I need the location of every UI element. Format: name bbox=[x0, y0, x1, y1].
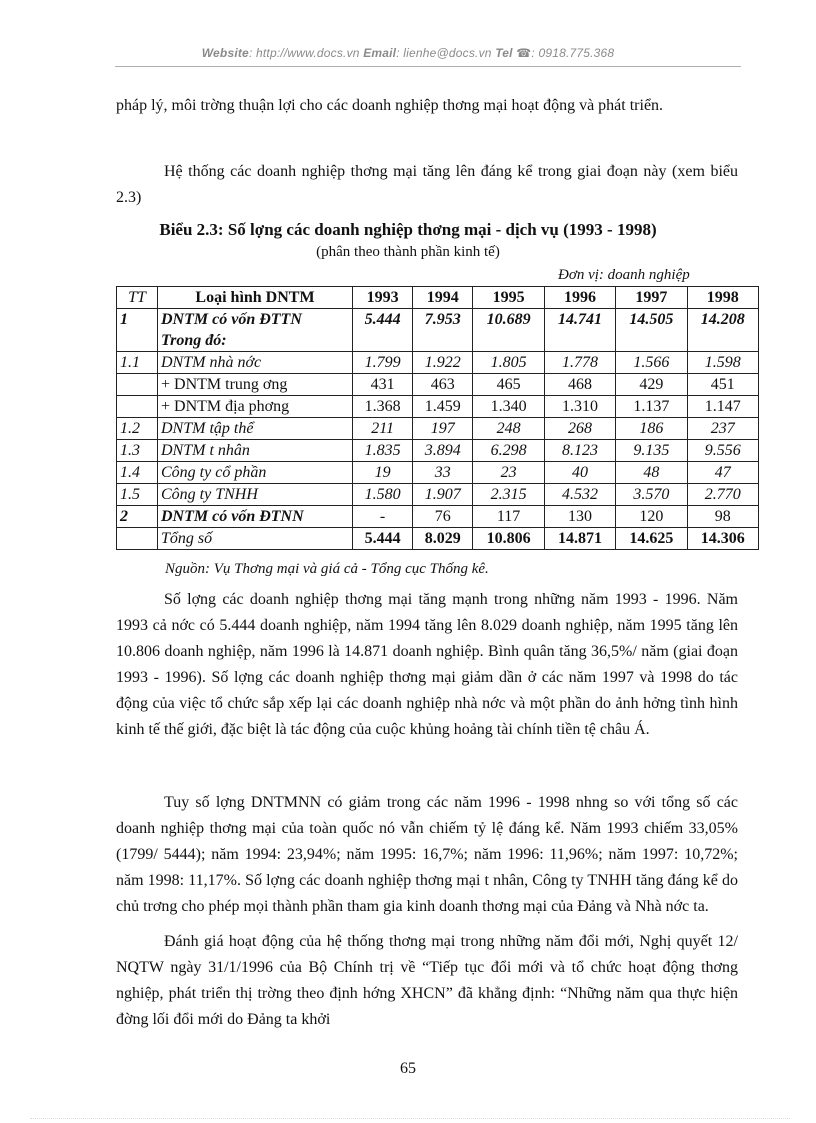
row-value: 5.444 bbox=[353, 309, 413, 352]
row-value: 33 bbox=[413, 462, 473, 484]
row-tt bbox=[117, 528, 158, 550]
row-value: 5.444 bbox=[353, 528, 413, 550]
row-value: 268 bbox=[544, 418, 615, 440]
row-tt: 1.1 bbox=[117, 352, 158, 374]
table-row bbox=[117, 374, 759, 396]
row-value: 1.137 bbox=[616, 396, 687, 418]
paragraph-2: Hệ thống các doanh nghiệp thơng mại tăng lên đáng kể trong giai đoạn này (xem biểu 2.3) bbox=[116, 163, 738, 206]
table-subtitle: (phân theo thành phần kinh tế) bbox=[316, 244, 500, 260]
row-value: 8.123 bbox=[544, 440, 615, 462]
row-value: 1.598 bbox=[687, 352, 758, 374]
row-value: 1.805 bbox=[473, 352, 544, 374]
col-header-1996: 1996 bbox=[544, 287, 615, 309]
row-value: 197 bbox=[413, 418, 473, 440]
row-type: + DNTM trung ơng bbox=[158, 374, 353, 396]
row-value: 117 bbox=[473, 506, 544, 528]
website-value: : http://www.docs.vn bbox=[248, 46, 360, 60]
row-type bbox=[158, 309, 353, 352]
row-value: 429 bbox=[616, 374, 687, 396]
row-tt: 1 bbox=[117, 309, 158, 352]
table-row bbox=[117, 309, 759, 352]
footer-divider bbox=[30, 1118, 790, 1119]
row-tt: 1.4 bbox=[117, 462, 158, 484]
row-type: + DNTM địa phơng bbox=[158, 396, 353, 418]
table-unit: Đơn vị: doanh nghiệp bbox=[558, 267, 690, 283]
row-value: 211 bbox=[353, 418, 413, 440]
row-value: 130 bbox=[544, 506, 615, 528]
col-header-1994: 1994 bbox=[413, 287, 473, 309]
row-value: 3.570 bbox=[616, 484, 687, 506]
row-type-sub: Trong đó: bbox=[161, 332, 227, 349]
row-value: 120 bbox=[616, 506, 687, 528]
table-title: Biểu 2.3: Số lợng các doanh nghiệp thơng mại - dịch vụ (1993 - 1998) bbox=[159, 220, 657, 239]
row-tt: 1.5 bbox=[117, 484, 158, 506]
row-type: DNTM tập thể bbox=[158, 418, 353, 440]
row-value: 1.907 bbox=[413, 484, 473, 506]
row-value: 1.778 bbox=[544, 352, 615, 374]
tel-value: : 0918.775.368 bbox=[531, 46, 615, 60]
row-value: 14.871 bbox=[544, 528, 615, 550]
row-value: 468 bbox=[544, 374, 615, 396]
table-row bbox=[117, 352, 759, 374]
row-tt bbox=[117, 374, 158, 396]
row-value: 9.135 bbox=[616, 440, 687, 462]
row-value: 14.625 bbox=[616, 528, 687, 550]
table-row bbox=[117, 484, 759, 506]
row-value: 465 bbox=[473, 374, 544, 396]
row-value: 10.689 bbox=[473, 309, 544, 352]
row-value: 431 bbox=[353, 374, 413, 396]
row-value: 3.894 bbox=[413, 440, 473, 462]
row-tt: 1.2 bbox=[117, 418, 158, 440]
col-header-1995: 1995 bbox=[473, 287, 544, 309]
row-value: 8.029 bbox=[413, 528, 473, 550]
row-value: 1.922 bbox=[413, 352, 473, 374]
col-header-1993: 1993 bbox=[353, 287, 413, 309]
row-type-main: DNTM có vốn ĐTTN bbox=[161, 311, 302, 328]
table-row bbox=[117, 462, 759, 484]
paragraph-1: pháp lý, môi trờng thuận lợi cho các doanh nghiệp thơng mại hoạt động và phát triển. bbox=[116, 97, 664, 114]
col-header-1998: 1998 bbox=[687, 287, 758, 309]
row-value: 9.556 bbox=[687, 440, 758, 462]
enterprise-count-table bbox=[116, 286, 759, 550]
row-value: 1.147 bbox=[687, 396, 758, 418]
row-value: 1.799 bbox=[353, 352, 413, 374]
row-value: 19 bbox=[353, 462, 413, 484]
row-tt: 2 bbox=[117, 506, 158, 528]
email-value: : lienhe@docs.vn bbox=[396, 46, 492, 60]
row-value: 2.770 bbox=[687, 484, 758, 506]
row-type: Tổng số bbox=[158, 528, 353, 550]
row-value: 186 bbox=[616, 418, 687, 440]
row-value: 1.835 bbox=[353, 440, 413, 462]
row-value: 1.580 bbox=[353, 484, 413, 506]
row-value: 48 bbox=[616, 462, 687, 484]
row-tt bbox=[117, 396, 158, 418]
page-header bbox=[0, 46, 816, 60]
row-type: DNTM có vốn ĐTNN bbox=[158, 506, 353, 528]
row-type: DNTM nhà nớc bbox=[158, 352, 353, 374]
row-value: 248 bbox=[473, 418, 544, 440]
row-value: 1.566 bbox=[616, 352, 687, 374]
page-number: 65 bbox=[400, 1060, 416, 1077]
tel-label: Tel ☎ bbox=[495, 46, 532, 60]
row-value: 451 bbox=[687, 374, 758, 396]
row-type: Công ty TNHH bbox=[158, 484, 353, 506]
col-header-type: Loại hình DNTM bbox=[158, 287, 353, 309]
table-row bbox=[117, 396, 759, 418]
paragraph-4: Tuy số lợng DNTMNN có giảm trong các năm 1996 - 1998 nhng so với tổng số các doanh nghiệp thơng mại của toàn quốc nó vẫn chiếm tỷ lệ đáng kể. Năm 1993 chiếm 33,05% (1799/ 5444); năm 1994: 23,94%; năm 1995: 16,7%; năm 1996: 11,96%; năm 1997: 10,72%; năm 1998: 11,17%. Số lợng các doanh nghiệp thơng mại t nhân, Công ty TNHH tăng đáng kể do chủ trơng cho phép mọi thành phần tham gia kinh doanh thơng mại của Đảng và Nhà nớc ta. bbox=[116, 794, 738, 915]
row-value: 7.953 bbox=[413, 309, 473, 352]
row-tt: 1.3 bbox=[117, 440, 158, 462]
table-source: Nguồn: Vụ Thơng mại và giá cả - Tổng cục Thống kê. bbox=[165, 561, 489, 577]
col-header-1997: 1997 bbox=[616, 287, 687, 309]
row-value: 6.298 bbox=[473, 440, 544, 462]
row-value: 14.306 bbox=[687, 528, 758, 550]
website-label: Website bbox=[201, 46, 249, 60]
row-value: 1.368 bbox=[353, 396, 413, 418]
table-row-total bbox=[117, 528, 759, 550]
table-row bbox=[117, 418, 759, 440]
paragraph-5: Đánh giá hoạt động của hệ thống thơng mại trong những năm đổi mới, Nghị quyết 12/ NQTW ngày 31/1/1996 của Bộ Chính trị về “Tiếp tục đổi mới và tổ chức hoạt động thơng nghiệp, phát triển thị trờng theo định hớng XHCN” đã khẳng định: “Những năm qua thực hiện đờng lối đổi mới do Đảng ta khởi bbox=[116, 933, 738, 1028]
table-header-row bbox=[117, 287, 759, 309]
col-header-tt: TT bbox=[117, 287, 158, 309]
row-value: 23 bbox=[473, 462, 544, 484]
paragraph-3: Số lợng các doanh nghiệp thơng mại tăng mạnh trong những năm 1993 - 1996. Năm 1993 cả nớc có 5.444 doanh nghiệp, năm 1994 tăng lên 8.029 doanh nghiệp, năm 1995 tăng lên 10.806 doanh nghiệp, năm 1996 là 14.871 doanh nghiệp. Bình quân tăng 36,5%/ năm (giai đoạn 1993 - 1996). Số lợng các doanh nghiệp thơng mại giảm dần ở các năm 1997 và 1998 do tác động của việc tổ chức sắp xếp lại các doanh nghiệp nhà nớc và một phần do ảnh hởng tình hình kinh tế thế giới, đặc biệt là tác động của cuộc khủng hoảng tài chính tiền tệ châu Á. bbox=[116, 591, 738, 738]
row-value: 14.741 bbox=[544, 309, 615, 352]
row-value: 76 bbox=[413, 506, 473, 528]
row-type: DNTM t nhân bbox=[158, 440, 353, 462]
row-value: 4.532 bbox=[544, 484, 615, 506]
row-value: - bbox=[353, 506, 413, 528]
row-value: 10.806 bbox=[473, 528, 544, 550]
row-value: 14.208 bbox=[687, 309, 758, 352]
row-value: 47 bbox=[687, 462, 758, 484]
table-row bbox=[117, 506, 759, 528]
row-value: 40 bbox=[544, 462, 615, 484]
row-value: 237 bbox=[687, 418, 758, 440]
row-value: 1.310 bbox=[544, 396, 615, 418]
row-value: 2.315 bbox=[473, 484, 544, 506]
header-divider bbox=[115, 66, 741, 67]
row-value: 463 bbox=[413, 374, 473, 396]
row-value: 14.505 bbox=[616, 309, 687, 352]
row-value: 1.340 bbox=[473, 396, 544, 418]
row-value: 1.459 bbox=[413, 396, 473, 418]
table-row bbox=[117, 440, 759, 462]
email-label: Email bbox=[363, 46, 397, 60]
row-type: Công ty cổ phần bbox=[158, 462, 353, 484]
row-value: 98 bbox=[687, 506, 758, 528]
